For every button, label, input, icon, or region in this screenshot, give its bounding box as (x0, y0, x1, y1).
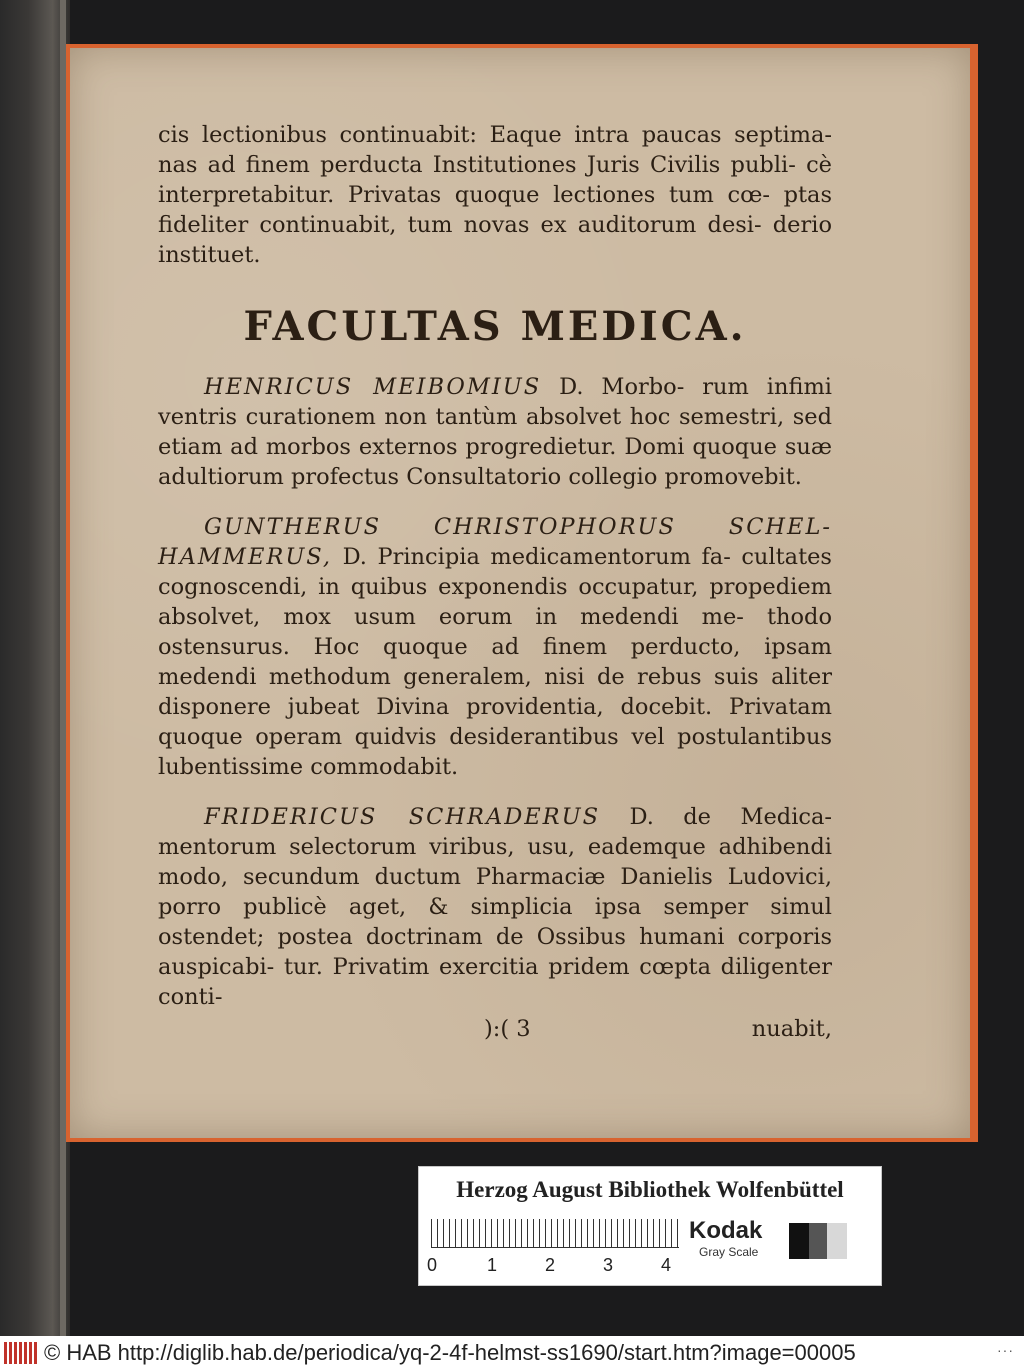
page-text (158, 120, 832, 1044)
color-ruler-card (418, 1166, 882, 1286)
paragraph-schelhammerus: GUNTHERUS CHRISTOPHORUS SCHEL- HAMMERUS, D. Principia medicamentorum fa- cultates cognoscendi, in quibus exponendis occupatur, propediem absolvet, mox usum eorum in medendi me- thodo ostensurus. Hoc quoque ad finem perducto, ipsam medendi methodum generalem, nisi de rebus suis aliter disponere jubeat Divina providentia, docebit. Privatam quoque operam quidvis desiderantibus vel postulantibus lubentissime commodabit. (158, 514, 832, 780)
author-name-cont: HAMMERUS, (158, 544, 333, 570)
scale-tick: 3 (603, 1255, 614, 1275)
gray-scale-label: Gray Scale (699, 1245, 759, 1259)
catchword: nuabit, (751, 1016, 832, 1042)
hab-logo-icon (4, 1342, 38, 1364)
author-name: FRIDERICUS SCHRADERUS (204, 804, 600, 830)
scale-tick: 2 (545, 1255, 556, 1275)
scale-tick: 1 (487, 1255, 498, 1275)
kodak-logo: Kodak (689, 1217, 763, 1244)
measurement-scale (431, 1219, 679, 1248)
scanned-page (70, 48, 970, 1138)
page-footer (158, 1014, 832, 1044)
scale-tick: 0 (427, 1255, 438, 1275)
section-heading: FACULTAS MEDICA. (243, 303, 747, 350)
gray-swatch-light (827, 1223, 847, 1259)
paragraph-meibomius: HENRICUS MEIBOMIUS D. Morbo- rum infimi ventris curationem non tantùm absolvet hoc semestri, sed etiam ad morbos externos progredietur. Domi quoque suæ adultiorum profectus Consultatorio collegio promovebit. (158, 374, 833, 490)
copyright-url[interactable]: © HAB http://diglib.hab.de/periodica/yq-2-4f-helmst-ss1690/start.htm?image=00005 (44, 1340, 856, 1365)
gray-swatch-black (789, 1223, 809, 1259)
copyright-bar (0, 1336, 1024, 1370)
author-name: GUNTHERUS CHRISTOPHORUS SCHEL- (204, 514, 832, 540)
scale-tick: 4 (661, 1255, 672, 1275)
author-name: HENRICUS MEIBOMIUS (204, 374, 542, 400)
intro-paragraph: cis lectionibus continuabit: Eaque intra paucas septima- nas ad finem perducta Institutiones Juris Civilis publi- cè interpretabitur. Privatas quoque lectiones tum cœ- ptas fideliter continuabit, tum novas ex auditorum desi- derio instituet. (158, 122, 833, 268)
library-title: Herzog August Bibliothek Wolfenbüttel (456, 1177, 844, 1202)
paragraph-schraderus: FRIDERICUS SCHRADERUS D. de Medica- mentorum selectorum viribus, usu, eademque adhibendi modo, secundum ductum Pharmaciæ Danielis Ludovici, porro publicè aget, & simplicia ipsa semper simul ostendet; postea doctrinam de Ossibus humani corporis auspicabi- tur. Privatim exercitia pridem cœpta diligenter conti- (158, 804, 833, 1010)
signature-mark: ):( 3 (484, 1016, 531, 1042)
more-icon[interactable]: ··· (997, 1342, 1014, 1358)
gray-swatch-dark (809, 1223, 827, 1259)
